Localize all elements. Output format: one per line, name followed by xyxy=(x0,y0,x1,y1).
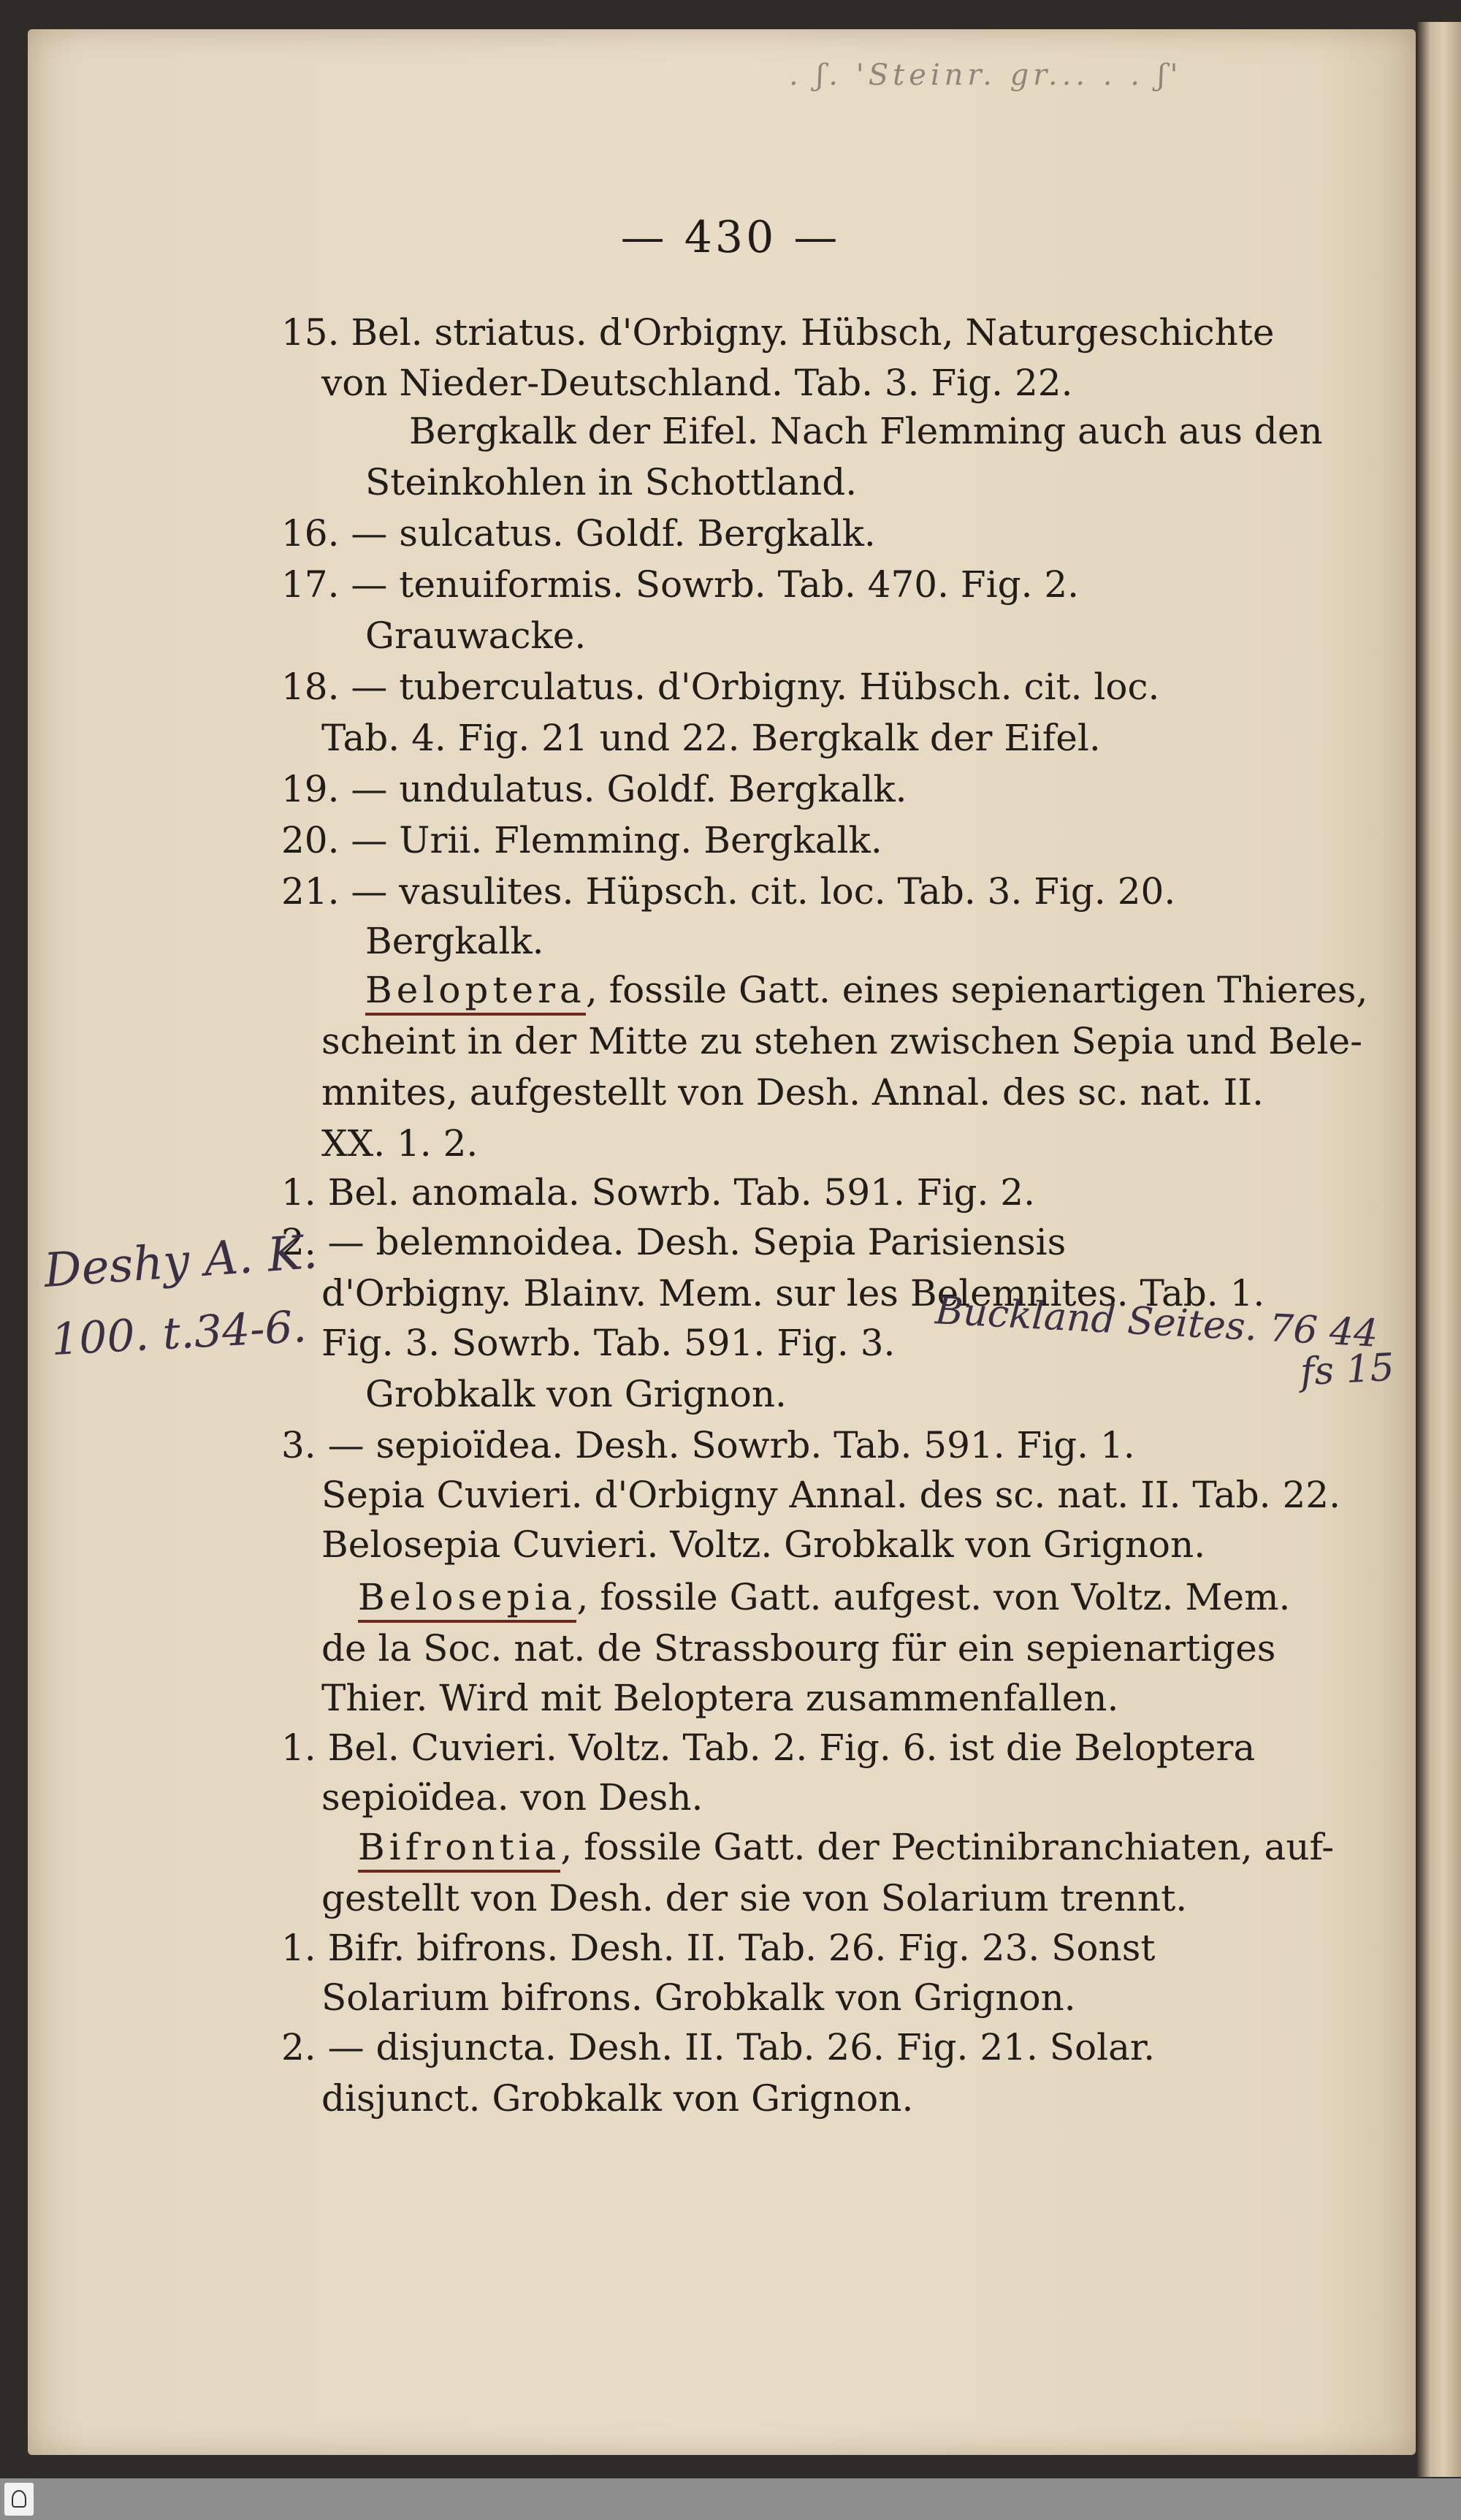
text-line-27: de la Soc. nat. de Strassbourg für ein sepienartiges xyxy=(321,1627,1276,1670)
text-line-2: von Nieder-Deutschland. Tab. 3. Fig. 22. xyxy=(321,362,1073,404)
text-line-31 xyxy=(358,1825,1334,1869)
text-line-13: Bergkalk. xyxy=(365,920,544,962)
text-line-15: scheint in der Mitte zu stehen zwischen Sepia und Bele- xyxy=(321,1020,1362,1062)
text-line-6: 17. — tenuiformis. Sowrb. Tab. 470. Fig. 2. xyxy=(281,563,1080,606)
page-number: — 430 — xyxy=(620,212,841,263)
handwriting-margin-2: 100. t.34-6. xyxy=(50,1301,308,1366)
text-line-36: disjunct. Grobkalk von Grignon. xyxy=(321,2077,914,2120)
text-line-11: 20. — Urii. Flemming. Bergkalk. xyxy=(281,819,882,861)
text-line-26 xyxy=(358,1575,1290,1619)
text-line-8: 18. — tuberculatus. d'Orbigny. Hübsch. cit. loc. xyxy=(281,666,1160,708)
text-line-34: Solarium bifrons. Grobkalk von Grignon. xyxy=(321,1976,1076,2019)
beloptera-description: , fossile Gatt. eines sepienartigen Thieres, xyxy=(585,969,1368,1011)
handwriting-inline-note: Buckland Seites. 76 44 xyxy=(934,1289,1379,1356)
text-line-18: 1. Bel. anomala. Sowrb. Tab. 591. Fig. 2. xyxy=(281,1171,1035,1214)
text-line-30: sepioïdea. von Desh. xyxy=(321,1776,703,1819)
text-line-29: 1. Bel. Cuvieri. Voltz. Tab. 2. Fig. 6. ist die Beloptera xyxy=(281,1727,1256,1769)
handwriting-top-margin: . ʃ. 'Steinr. gr... . . ʃ' xyxy=(789,58,1183,92)
text-line-14 xyxy=(365,968,1367,1012)
text-line-32: gestellt von Desh. der sie von Solarium trennt. xyxy=(321,1877,1188,1919)
text-line-28: Thier. Wird mit Beloptera zusammenfallen. xyxy=(321,1677,1119,1719)
text-line-16: mnites, aufgestellt von Desh. Annal. des sc. nat. II. xyxy=(321,1071,1264,1114)
text-line-5: 16. — sulcatus. Goldf. Bergkalk. xyxy=(281,512,876,555)
genus-beloptera: Beloptera xyxy=(365,969,586,1016)
library-stamp-icon xyxy=(4,2483,34,2516)
text-line-35: 2. — disjuncta. Desh. II. Tab. 26. Fig. 21. Solar. xyxy=(281,2026,1156,2068)
text-line-1: 15. Bel. striatus. d'Orbigny. Hübsch, Naturgeschichte xyxy=(281,311,1275,354)
belosepia-description: , fossile Gatt. aufgest. von Voltz. Mem. xyxy=(576,1576,1291,1618)
text-line-21: Fig. 3. Sowrb. Tab. 591. Fig. 3. xyxy=(321,1322,896,1364)
text-line-23: 3. — sepioïdea. Desh. Sowrb. Tab. 591. Fig. 1. xyxy=(281,1424,1135,1466)
genus-belosepia: Belosepia xyxy=(358,1576,576,1623)
text-line-4: Steinkohlen in Schottland. xyxy=(365,461,858,503)
handwriting-margin-1: Deshy A. K. xyxy=(42,1225,319,1298)
text-line-17: XX. 1. 2. xyxy=(321,1122,478,1165)
bifrontia-description: , fossile Gatt. der Pectinibranchiaten, auf- xyxy=(560,1826,1335,1868)
text-line-22: Grobkalk von Grignon. xyxy=(365,1373,787,1415)
text-line-9: Tab. 4. Fig. 21 und 22. Bergkalk der Eifel. xyxy=(321,717,1101,759)
text-line-12: 21. — vasulites. Hüpsch. cit. loc. Tab. 3. Fig. 20. xyxy=(281,870,1176,913)
text-line-25: Belosepia Cuvieri. Voltz. Grobkalk von Grignon. xyxy=(321,1523,1206,1566)
text-line-19: 2. — belemnoidea. Desh. Sepia Parisiensis xyxy=(281,1221,1067,1263)
text-line-3: Bergkalk der Eifel. Nach Flemming auch aus den xyxy=(409,410,1323,452)
text-line-24: Sepia Cuvieri. d'Orbigny Annal. des sc. nat. II. Tab. 22. xyxy=(321,1474,1340,1516)
text-line-33: 1. Bifr. bifrons. Desh. II. Tab. 26. Fig. 23. Sonst xyxy=(281,1927,1156,1969)
scan-ruler-strip xyxy=(0,2478,1461,2520)
text-line-7: Grauwacke. xyxy=(365,614,587,657)
text-line-20: d'Orbigny. Blainv. Mem. sur les Belemnites. Tab. 1. xyxy=(321,1272,1265,1314)
text-line-10: 19. — undulatus. Goldf. Bergkalk. xyxy=(281,768,907,810)
handwriting-inline-note-2: fs 15 xyxy=(1299,1345,1396,1395)
genus-bifrontia: Bifrontia xyxy=(358,1826,560,1873)
